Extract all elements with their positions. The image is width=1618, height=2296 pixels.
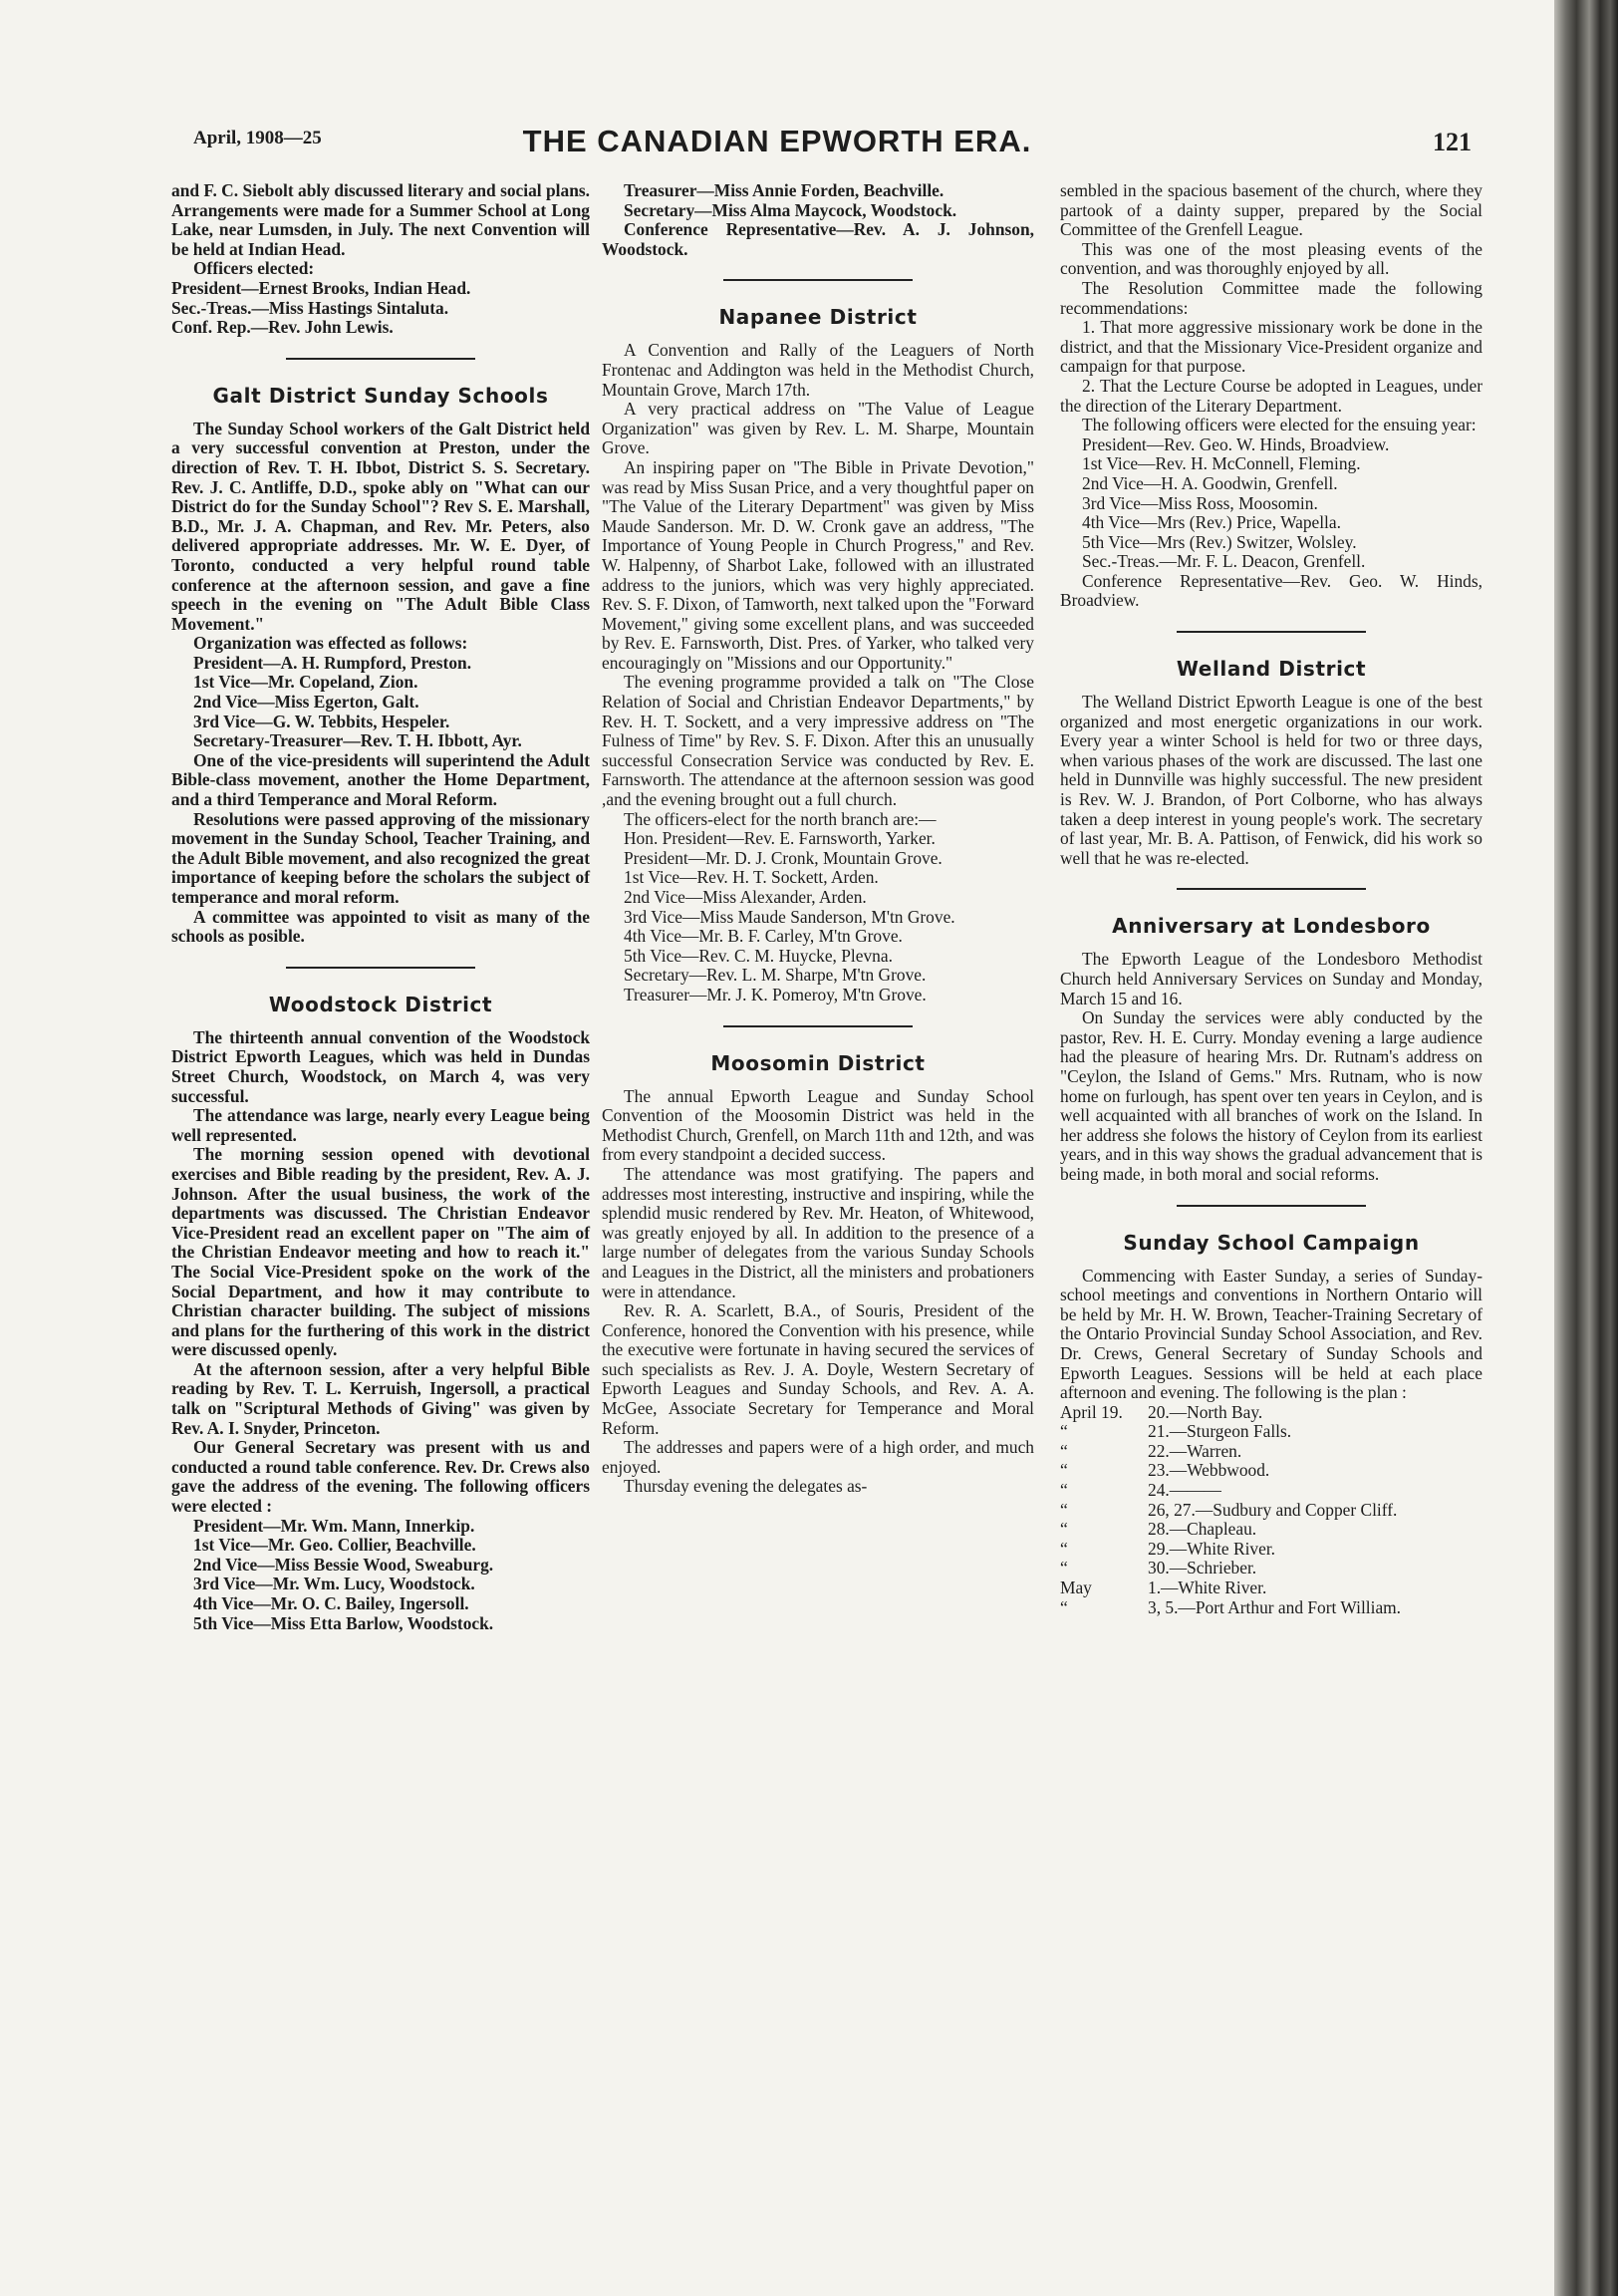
schedule-month: “ (1060, 1499, 1068, 1520)
article-paragraph: The Welland District Epworth League is one of the best organized and most energetic organizations in our work. Every year a winter School is held for two or three days, when various phases of the work are discussed. The last one held in Dunnville was highly successful. The new president is Rev. W. J. Brandon, of Port Colborne, who has always taken a deep interest in young people's work. The secretary of last year, Mr. B. A. Pattison, of Fenwick, did his work so well that he was re-elected. (1060, 692, 1483, 868)
officer-line: President—Mr. D. J. Cronk, Mountain Grove. (624, 847, 943, 868)
schedule-row (1060, 1403, 1483, 1423)
section-divider (723, 1025, 913, 1027)
schedule-row (1060, 1461, 1483, 1481)
officer-line: 4th Vice—Mr. B. F. Carley, M'tn Grove. (624, 926, 903, 947)
schedule-row (1060, 1422, 1483, 1442)
officer-line: Officers elected: (193, 258, 315, 279)
officer-line: Conference Representative—Rev. A. J. Johnson, Woodstock. (602, 219, 1034, 259)
officer-line: 2nd Vice—H. A. Goodwin, Grenfell. (1082, 472, 1338, 493)
article-paragraph: The thirteenth annual convention of the Woodstock District Epworth Leagues, which was held in Dundas Street Church, Woodstock, on March 4, was very successful. (171, 1026, 590, 1106)
schedule-row (1060, 1598, 1483, 1618)
schedule-entry: 21.—Sturgeon Falls. (1148, 1421, 1292, 1442)
intro-paragraph: and F. C. Siebolt ably discussed literary and social plans. Arrangements were made for a Summer School at Long Lake, near Lumsden, in July. The next Convention will be held at Indian Head. (171, 180, 590, 259)
schedule-month: “ (1060, 1519, 1068, 1540)
article-paragraph: The following officers were elected for the ensuing year: (1082, 415, 1477, 435)
officer-line: President—Rev. Geo. W. Hinds, Broadview. (1082, 433, 1390, 454)
section-divider (1177, 631, 1366, 633)
schedule-row (1060, 1481, 1483, 1501)
schedule-row (1060, 1540, 1483, 1560)
schedule-month: “ (1060, 1558, 1068, 1578)
section-divider (1177, 888, 1366, 890)
article-paragraph: The addresses and papers were of a high order, and much enjoyed. (602, 1437, 1034, 1477)
section-heading-welland: Welland District (1176, 657, 1367, 682)
article-paragraph: Our General Secretary was present with us and conducted a round table conference. Rev. Dr. Crews also gave the address of the evening. The following officers were elected : (171, 1437, 590, 1517)
section-heading-napanee: Napanee District (718, 305, 918, 330)
section-heading-campaign: Sunday School Campaign (1123, 1230, 1420, 1255)
article-paragraph: One of the vice-presidents will superintend the Adult Bible-class movement, another the Home Department, and a third Temperance and Moral Reform. (171, 749, 590, 810)
article-paragraph: The evening programme provided a talk on "The Close Relation of Social and Christian Endeavor Departments," by Rev. H. T. Sockett, and a very impressive address on "The Fulness of Time" by Rev. S. F. Dixon. After this an unusually successful Consecration Service was conducted by Rev. E. Farnsworth. The attendance at the afternoon session was good ,and the evening brought out a full church. (602, 672, 1034, 810)
article-paragraph: Rev. R. A. Scarlett, B.A., of Souris, President of the Conference, honored the Convention with his presence, while the executive were fortunate in having secured the services of such specialists as Rev. J. A. Doyle, Western Secretary of Epworth Leagues and Sunday Schools, and Rev. A. A. McGee, Associate Secretary for Temperance and Moral Reform. (602, 1300, 1034, 1438)
schedule-month: April 19. (1060, 1401, 1123, 1422)
officer-line: 5th Vice—Mrs (Rev.) Switzer, Wolsley. (1082, 531, 1357, 552)
officer-line: Treasurer—Mr. J. K. Pomeroy, M'tn Grove. (624, 984, 927, 1004)
publication-title: THE CANADIAN EPWORTH ERA. (522, 124, 1032, 158)
article-paragraph: Commencing with Easter Sunday, a series of Sunday-school meetings and conventions in Northern Ontario will be held by Mr. H. W. Brown, Teacher-Training Secretary of the Ontario Provincial Sunday School Association, and Rev. Dr. Crews, General Secretary of Sunday Schools and Epworth Leagues. Sessions will be held at each place afternoon and evening. The following is the plan : (1060, 1265, 1483, 1403)
article-paragraph: At the afternoon session, after a very helpful Bible reading by Rev. T. L. Kerruish, Ingersoll, a practical talk on "Scriptural Methods of Giving" was given by Rev. A. I. Snyder, Princeton. (171, 1358, 590, 1438)
column-1 (171, 181, 590, 1633)
officer-line: 4th Vice—Mr. O. C. Bailey, Ingersoll. (193, 1593, 469, 1613)
officer-line: 1st Vice—Rev. H. McConnell, Fleming. (1082, 453, 1361, 474)
column-3 (1060, 181, 1483, 1617)
schedule-row (1060, 1520, 1483, 1540)
column-2 (602, 181, 1034, 1497)
officer-line: 5th Vice—Rev. C. M. Huycke, Plevna. (624, 945, 893, 966)
schedule-month: “ (1060, 1596, 1068, 1617)
officer-line: 5th Vice—Miss Etta Barlow, Woodstock. (193, 1612, 494, 1633)
issue-date: April, 1908—25 (193, 128, 322, 148)
officer-line: Hon. President—Rev. E. Farnsworth, Yarker. (624, 828, 936, 849)
officer-line: President—Ernest Brooks, Indian Head. (171, 277, 471, 298)
schedule-month: “ (1060, 1480, 1068, 1501)
article-paragraph: On Sunday the services were ably conducted by the pastor, Rev. H. E. Curry. Monday evening a large audience had the pleasure of hearing Mrs. Dr. Rutnam's address on "Ceylon, the Island of Gems." Mrs. Rutnam, who is now home on furlough, has spent over ten years in Ceylon, and is well acquainted with all branches of work on the Island. In her address she folows the history of Ceylon from its earliest years, and in this way shows the gradual advancement that is being made, in both moral and social reforms. (1060, 1007, 1483, 1184)
section-heading-moosomin: Moosomin District (710, 1050, 926, 1075)
section-heading-londesboro: Anniversary at Londesboro (1112, 914, 1431, 939)
officer-line: 2nd Vice—Miss Bessie Wood, Sweaburg. (193, 1554, 494, 1575)
officer-line: Secretary—Miss Alma Maycock, Woodstock. (624, 199, 957, 220)
officer-line: 1st Vice—Rev. H. T. Sockett, Arden. (624, 867, 879, 888)
schedule-entry: 3, 5.—Port Arthur and Fort William. (1148, 1596, 1402, 1617)
officer-line: 3rd Vice—G. W. Tebbits, Hespeler. (193, 711, 450, 731)
officer-line: Conf. Rep.—Rev. John Lewis. (171, 317, 394, 338)
officer-line: 3rd Vice—Miss Maude Sanderson, M'tn Grove. (624, 906, 955, 927)
schedule-month: “ (1060, 1538, 1068, 1559)
section-heading-galt: Galt District Sunday Schools (212, 383, 549, 408)
officer-line: 1st Vice—Mr. Geo. Collier, Beachville. (193, 1535, 476, 1556)
article-paragraph: The Epworth League of the Londesboro Methodist Church held Anniversary Services on Sunday and Monday, March 15 and 16. (1060, 949, 1483, 1008)
officer-line: 3rd Vice—Mr. Wm. Lucy, Woodstock. (193, 1574, 475, 1594)
schedule-entry: 24.——— (1148, 1480, 1221, 1501)
schedule-month: “ (1060, 1440, 1068, 1461)
schedule-entry: 26, 27.—Sudbury and Copper Cliff. (1148, 1499, 1398, 1520)
section-divider (286, 358, 475, 360)
schedule-month: May (1060, 1578, 1092, 1598)
page-number: 121 (1433, 128, 1472, 156)
officer-line: President—Mr. Wm. Mann, Innerkip. (193, 1515, 475, 1536)
officer-line: Sec.-Treas.—Mr. F. L. Deacon, Grenfell. (1082, 551, 1366, 572)
officer-line: 2nd Vice—Miss Egerton, Galt. (193, 692, 419, 713)
article-paragraph: 2. That the Lecture Course be adopted in Leagues, under the direction of the Literary Department. (1060, 375, 1483, 416)
officer-line: 2nd Vice—Miss Alexander, Arden. (624, 887, 867, 907)
schedule-row (1060, 1559, 1483, 1578)
schedule-entry: 30.—Schrieber. (1148, 1558, 1257, 1578)
officer-line: 3rd Vice—Miss Ross, Moosomin. (1082, 492, 1318, 513)
schedule-row (1060, 1501, 1483, 1521)
schedule-entry: 28.—Chapleau. (1148, 1519, 1257, 1540)
schedule-entry: 22.—Warren. (1148, 1440, 1242, 1461)
officer-line: 1st Vice—Mr. Copeland, Zion. (193, 672, 418, 693)
article-paragraph: Resolutions were passed approving of the missionary movement in the Sunday School, Teacher Training, and the Adult Bible movement, and also recognized the great importance of keeping before the scholars the subject of temperance and moral reform. (171, 808, 590, 907)
article-paragraph: A committee was appointed to visit as many of the schools as posible. (171, 906, 590, 947)
section-heading-woodstock: Woodstock District (268, 992, 493, 1016)
officer-line: Secretary—Rev. L. M. Sharpe, M'tn Grove. (624, 965, 927, 986)
article-paragraph: The officers-elect for the north branch are:— (624, 808, 937, 829)
section-divider (1177, 1205, 1366, 1207)
article-paragraph: Thursday evening the delegates as- (624, 1476, 868, 1497)
schedule-entry: 1.—White River. (1148, 1578, 1267, 1598)
schedule-entry: 29.—White River. (1148, 1538, 1275, 1559)
section-divider (286, 967, 475, 969)
schedule-entry: 20.—North Bay. (1148, 1401, 1263, 1422)
officer-line: Secretary-Treasurer—Rev. T. H. Ibbott, Ayr. (193, 730, 522, 751)
article-paragraph: The attendance was most gratifying. The papers and addresses most interesting, instructive and inspiring, while the splendid music rendered by Rev. Mr. Heaton, of Whitewood, was greatly enjoyed by all. In addition to the presence of a large number of delegates from the various Sunday Schools and Leagues in the District, all the ministers and probationers were in attendance. (602, 1163, 1034, 1301)
officer-line: Sec.-Treas.—Miss Hastings Sintaluta. (171, 297, 449, 318)
article-paragraph: A very practical address on "The Value of League Organization" was given by Rev. L. M. Sharpe, Mountain Grove. (602, 399, 1034, 458)
schedule-month: “ (1060, 1421, 1068, 1442)
officer-line: President—A. H. Rumpford, Preston. (193, 652, 472, 673)
article-paragraph: The Sunday School workers of the Galt District held a very successful convention at Preston, under the direction of Rev. T. H. Ibbot, District S. S. Secretary. Rev. J. C. Antliffe, D.D., spoke ably on "What can our District do for the Sunday School"? Rev S. E. Marshall, B.D., Mr. J. A. Chapman, and Rev. Mr. Peters, also delivered appropriate addresses. Mr. W. E. Dyer, of Toronto, conducted a very helpful round table conference at the afternoon session, and gave a fine speech in the evening on "The Adult Bible Class Movement." (171, 418, 590, 634)
book-spine-edge (1554, 0, 1618, 2296)
officer-line: Conference Representative—Rev. Geo. W. Hinds, Broadview. (1060, 570, 1483, 611)
section-divider (723, 279, 913, 281)
article-paragraph: sembled in the spacious basement of the church, where they partook of a dainty supper, prepared by the Social Committee of the Grenfell League. (1060, 180, 1483, 240)
article-paragraph: A Convention and Rally of the Leaguers of North Frontenac and Addington was held in the Methodist Church, Mountain Grove, March 17th. (602, 340, 1034, 400)
article-paragraph: The Resolution Committee made the following recommendations: (1060, 277, 1483, 318)
article-paragraph: An inspiring paper on "The Bible in Private Devotion," was read by Miss Susan Price, and a very thoughtful paper on "The Value of the Literary Department" was given by Miss Maude Sanderson. Mr. D. W. Cronk gave an address, "The Importance of Young People in Church Progress," and Rev. W. Halpenny, of Sharbot Lake, followed with an illustrated address to the juniors, which was very highly appreciated. Rev. S. F. Dixon, of Tamworth, next talked upon the "Forward Movement," giving some excellent plans, and was succeeded by Rev. E. Farnsworth, Dist. Pres. of Yarker, who talked very encouragingly on "Missions and our Opportunity." (602, 456, 1034, 673)
officer-line: 4th Vice—Mrs (Rev.) Price, Wapella. (1082, 512, 1341, 533)
article-paragraph: The annual Epworth League and Sunday School Convention of the Moosomin District was held in the Methodist Church, Grenfell, on March 11th and 12th, and was from every standpoint a decided success. (602, 1085, 1034, 1165)
officer-line: Treasurer—Miss Annie Forden, Beachville. (624, 180, 944, 200)
article-paragraph: 1. That more aggressive missionary work be done in the district, and that the Missionary Vice-President organize and campaign for that purpose. (1060, 317, 1483, 377)
schedule-entry: 23.—Webbwood. (1148, 1460, 1270, 1481)
article-paragraph: The attendance was large, nearly every League being well represented. (171, 1105, 590, 1145)
campaign-schedule (1060, 1403, 1483, 1618)
article-paragraph: The morning session opened with devotional exercises and Bible reading by the president, Rev. A. J. Johnson. After the usual business, the work of the departments was discussed. The Christian Endeavor Vice-President read an excellent paper on "The aim of the Christian Endeavor meeting and how to reach it." The Social Vice-President spoke on the work of the Social Department, and how it may contribute to Christian character building. The subject of missions and plans for the furthering of this work in the district were discussed openly. (171, 1144, 590, 1360)
schedule-row (1060, 1578, 1483, 1598)
article-paragraph: This was one of the most pleasing events of the convention, and was thoroughly enjoyed by all. (1060, 238, 1483, 279)
schedule-month: “ (1060, 1460, 1068, 1481)
schedule-row (1060, 1442, 1483, 1462)
officer-line: Organization was effected as follows: (193, 633, 468, 654)
